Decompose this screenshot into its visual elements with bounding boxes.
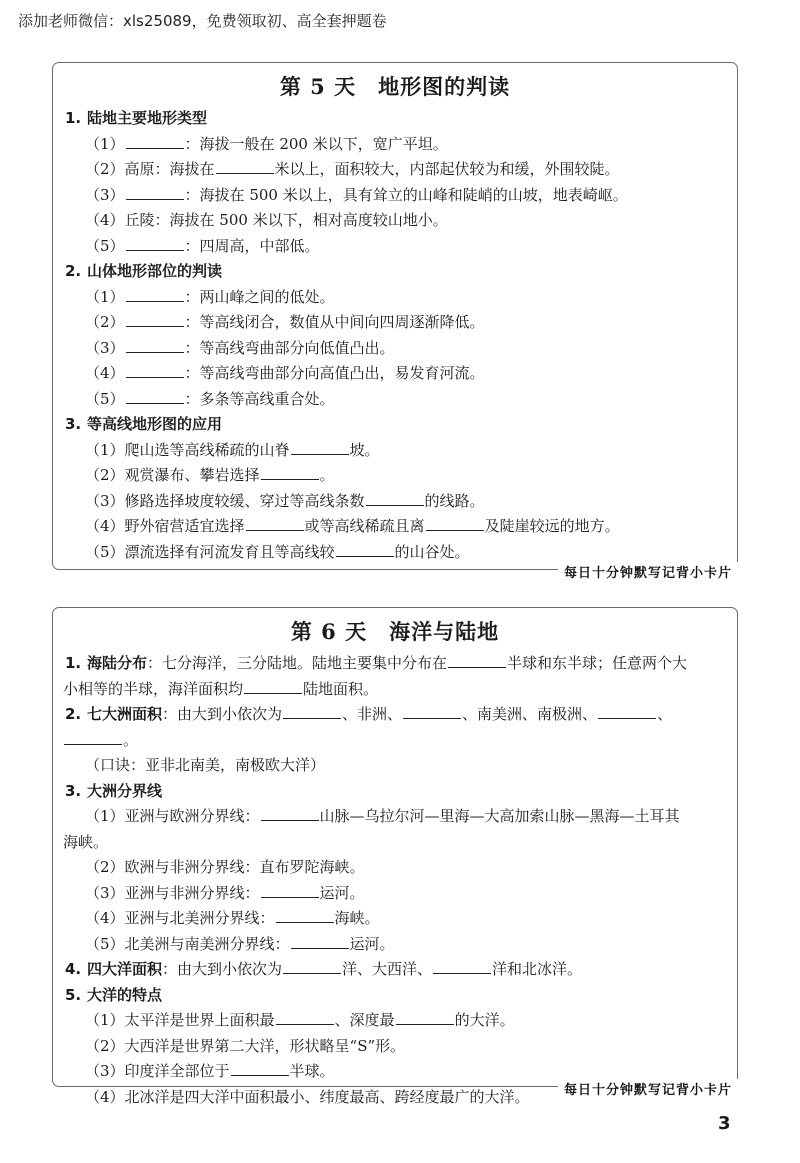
list-item: （1）太平洋是世界上面积最 、深度最 的大洋。 [85, 1011, 515, 1029]
answer-blank[interactable] [126, 362, 184, 378]
section-number: 2. [65, 262, 82, 280]
list-item: （4）亚洲与北美洲分界线： 海峡。 [85, 909, 380, 927]
section-number: 5. [65, 985, 82, 1004]
header-note: 添加老师微信：xls25089，免费领取初、高全套押题卷 [18, 12, 387, 30]
list-item: （4）野外宿营适宜选择 或等高线稀疏且离 及陡崖较远的地方。 [85, 517, 620, 535]
section-heading [63, 259, 727, 285]
list-item: 4. 四大洋面积：由大到小依次为 洋、大西洋、 洋和北冰洋。 [63, 957, 727, 983]
list-item: （2）大西洋是世界第二大洋，形状略呈“S”形。 [85, 1036, 406, 1055]
section-number: 3. [65, 415, 82, 433]
answer-blank[interactable] [283, 958, 341, 974]
list-item: （1） ：海拔一般在 200 米以下，宽广平坦。 [85, 134, 448, 153]
section-number: 1. [65, 654, 82, 672]
answer-blank[interactable] [216, 158, 274, 174]
list-item: （1） ：两山峰之间的低处。 [85, 287, 335, 306]
answer-blank[interactable] [64, 729, 122, 745]
list-item: 小相等的半球，海洋面积均 陆地面积。 [63, 679, 379, 698]
answer-blank[interactable] [261, 805, 319, 821]
section-title: 大洋的特点 [87, 985, 163, 1004]
list-item: （4）丘陵：海拔在 500 米以下，相对高度较山地小。 [85, 211, 448, 229]
section-number: 3. [65, 781, 82, 800]
card-footer-tag: 每日十分钟默写记背小卡片 [558, 1079, 738, 1098]
section-number: 1. [65, 109, 82, 127]
section-title: 陆地主要地形类型 [87, 109, 208, 127]
list-item: （3） ：海拔在 500 米以上，具有耸立的山峰和陡峭的山坡，地表崎岖。 [85, 185, 628, 204]
answer-blank[interactable] [261, 882, 319, 898]
section-title: 等高线地形图的应用 [87, 415, 223, 433]
list-item: （3）修路选择坡度较缓、穿过等高线条数 的线路。 [85, 491, 485, 510]
list-item: （3）印度洋全部位于 半球。 [85, 1062, 335, 1080]
answer-blank[interactable] [291, 439, 349, 455]
answer-blank[interactable] [366, 490, 424, 506]
answer-blank[interactable] [283, 703, 341, 719]
list-item: （5）北美洲与南美洲分界线： 运河。 [85, 934, 395, 953]
list-item: 海峡。 [63, 832, 109, 851]
list-item: （5） ：四周高，中部低。 [85, 236, 320, 255]
list-item: （3） ：等高线弯曲部分向低值凸出。 [85, 338, 395, 357]
section-heading [63, 106, 727, 132]
answer-blank[interactable] [276, 907, 334, 923]
section-title: 大洲分界线 [87, 781, 163, 800]
answer-blank[interactable] [396, 1009, 454, 1025]
section-title: 四大洋面积 [87, 960, 163, 978]
answer-blank[interactable] [126, 337, 184, 353]
answer-blank[interactable] [403, 703, 461, 719]
list-item: （1）亚洲与欧洲分界线： 山脉—乌拉尔河—里海—大高加索山脉—黑海—土耳其 [85, 807, 680, 825]
answer-blank[interactable] [246, 515, 304, 531]
section-title: 山体地形部位的判读 [87, 262, 223, 280]
list-item: （5） ：多条等高线重合处。 [85, 389, 335, 408]
answer-blank[interactable] [244, 678, 302, 694]
answer-blank[interactable] [126, 133, 184, 149]
section-number: 4. [65, 960, 82, 978]
card-footer-tag: 每日十分钟默写记背小卡片 [558, 562, 738, 581]
section-heading [63, 779, 727, 805]
list-item: （2） ：等高线闭合，数值从中间向四周逐渐降低。 [85, 313, 485, 331]
page-number: 3 [718, 1113, 731, 1134]
day5-card [52, 62, 738, 581]
answer-blank[interactable] [261, 464, 319, 480]
list-item: （2）高原：海拔在 米以上，面积较大，内部起伏较为和缓，外围较陡。 [85, 160, 620, 178]
answer-blank[interactable] [291, 933, 349, 949]
list-item: （3）亚洲与非洲分界线： 运河。 [85, 883, 365, 902]
day6-card [52, 607, 738, 1106]
answer-blank[interactable] [336, 541, 394, 557]
list-item: （2）观赏瀑布、攀岩选择 。 [85, 466, 335, 484]
answer-blank[interactable] [426, 515, 484, 531]
section-title: 七大洲面积 [87, 705, 163, 723]
answer-blank[interactable] [126, 235, 184, 251]
list-item: （5）漂流选择有河流发育且等高线较 的山谷处。 [85, 542, 470, 561]
list-item: （1）爬山选等高线稀疏的山脊 坡。 [85, 440, 380, 459]
answer-blank[interactable] [448, 652, 506, 668]
list-item: 2. 七大洲面积：由大到小依次为 、非洲、 、南美洲、南极洲、 、。 [63, 702, 727, 753]
answer-blank[interactable] [433, 958, 491, 974]
list-item: （口诀：亚非北南美，南极欧大洋） [85, 756, 326, 774]
answer-blank[interactable] [126, 286, 184, 302]
answer-blank[interactable] [231, 1060, 289, 1076]
card-title: 第 5 天 地形图的判读 [279, 74, 511, 99]
answer-blank[interactable] [126, 388, 184, 404]
section-number: 2. [65, 705, 82, 723]
answer-blank[interactable] [126, 311, 184, 327]
list-item: （2）欧洲与非洲分界线：直布罗陀海峡。 [85, 858, 365, 876]
section-heading [63, 983, 727, 1009]
answer-blank[interactable] [276, 1009, 334, 1025]
answer-blank[interactable] [598, 703, 656, 719]
section-heading [63, 412, 727, 438]
list-item: （4） ：等高线弯曲部分向高值凸出，易发育河流。 [85, 364, 485, 382]
answer-blank[interactable] [126, 184, 184, 200]
card-title: 第 6 天 海洋与陆地 [290, 619, 500, 644]
list-item: （4）北冰洋是四大洋中面积最小、纬度最高、跨经度最广的大洋。 [85, 1087, 530, 1106]
section-title: 海陆分布 [87, 654, 148, 672]
list-item: 1. 海陆分布：七分海洋，三分陆地。陆地主要集中分布在 半球和东半球；任意两个大 [63, 651, 727, 677]
